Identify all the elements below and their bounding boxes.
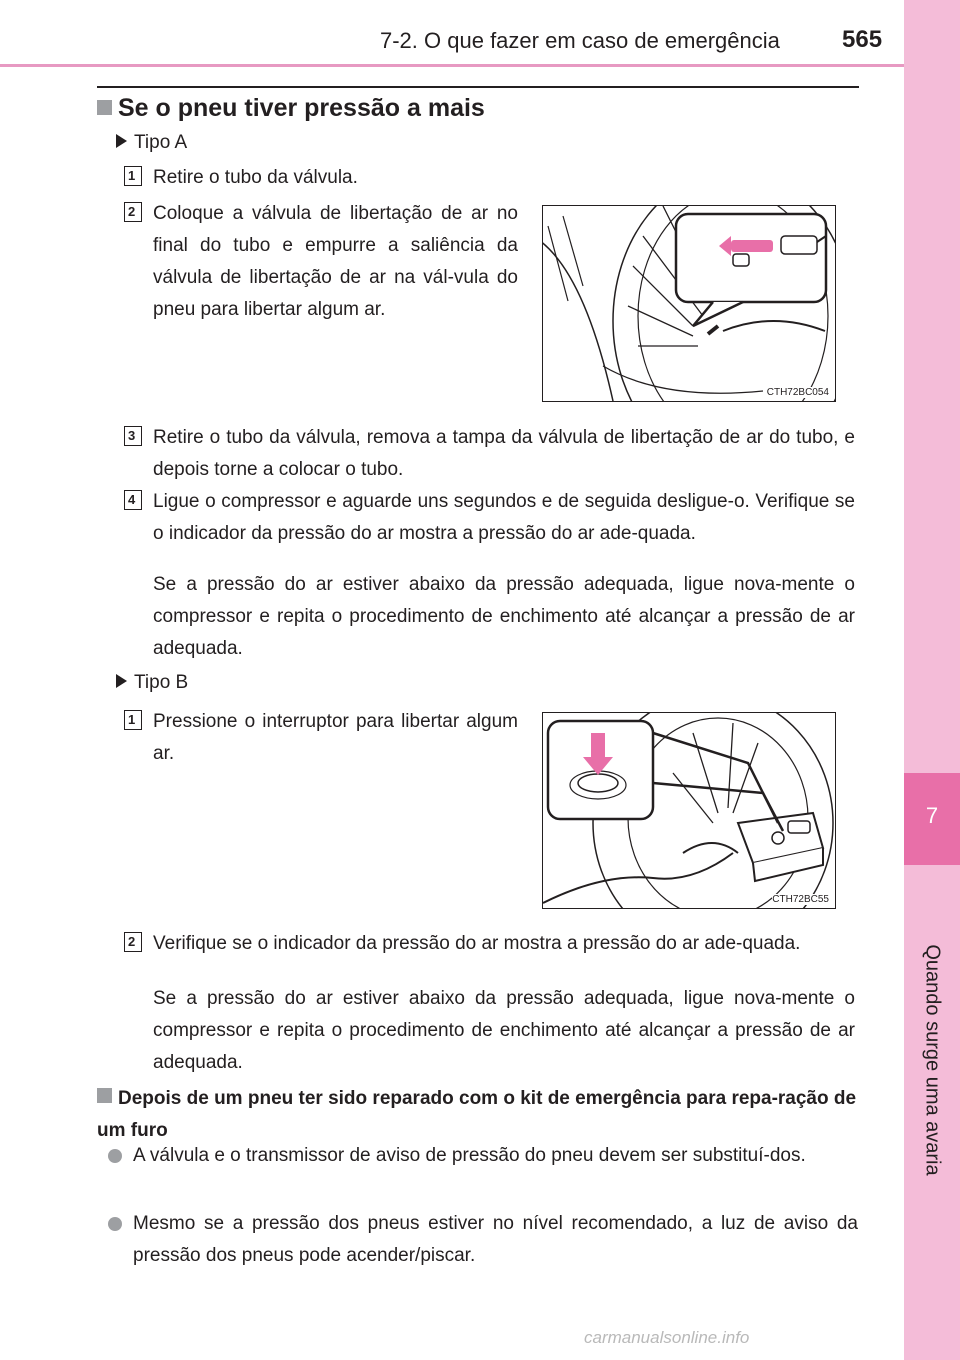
step-text-b2-extra: Se a pressão do ar estiver abaixo da pressão adequada, ligue nova-mente o compressor e repita o procedimento de enchimento até alcançar a pressão de ar adequada. (153, 988, 855, 1073)
step-text-b2: Verifique se o indicador da pressão do ar mostra a pressão do ar ade-quada. (153, 933, 801, 954)
step-text-a2: Coloque a válvula de libertação de ar no final do tubo e empurre a saliência da válvula de libertação de ar na vál-vula do pneu para libertar algum ar. (153, 203, 518, 320)
section-heading (97, 94, 485, 123)
note-heading: Depois de um pneu ter sido reparado com o kit de emergência para repa-ração de um furo (97, 1088, 857, 1141)
step-number-b1: 1 (124, 710, 142, 730)
step-number-a1: 1 (124, 166, 142, 186)
step-text-a1: Retire o tubo da válvula. (153, 167, 358, 188)
figure-code-a: CTH72BC054 (766, 387, 829, 398)
chapter-number: 7 (925, 803, 939, 828)
section-heading-text: Se o pneu tiver pressão a mais (118, 94, 485, 122)
section-divider (97, 86, 859, 88)
compressor-illustration (543, 713, 835, 908)
type-a-label: Tipo A (116, 132, 187, 154)
step-text-b1: Pressione o interruptor para libertar algum ar. (153, 711, 518, 764)
step-number-a4: 4 (124, 490, 142, 510)
chapter-label: Quando surge uma avaria (921, 944, 944, 1176)
tire-valve-illustration (543, 206, 835, 401)
circle-bullet-icon (108, 1149, 122, 1163)
figure-code-b: CTH72BC55 (772, 894, 829, 905)
step-number-a3: 3 (124, 426, 142, 446)
step-text-a4: Ligue o compressor e aguarde uns segundos e de seguida desligue-o. Verifique se o indicador da pressão do ar mostra a pressão do ar ade-quada. (153, 491, 855, 544)
step-number-a2: 2 (124, 202, 142, 222)
note-bullet-2: Mesmo se a pressão dos pneus estiver no nível recomendado, a luz de aviso da pressão dos pneus pode acender/piscar. (106, 1208, 858, 1272)
page-number: 565 (842, 26, 883, 53)
header-divider (0, 64, 904, 67)
step-text-a4-extra: Se a pressão do ar estiver abaixo da pressão adequada, ligue nova-mente o compressor e repita o procedimento de enchimento até alcançar a pressão de ar adequada. (153, 574, 855, 659)
triangle-bullet-icon (116, 674, 127, 688)
note-bullet-1: A válvula e o transmissor de aviso de pressão do pneu devem ser substituí-dos. (106, 1140, 858, 1172)
square-bullet-icon (97, 100, 112, 115)
step-number-b2: 2 (124, 932, 142, 952)
triangle-bullet-icon (116, 134, 127, 148)
header-section-title: 7-2. O que fazer em caso de emergência (380, 28, 780, 53)
watermark: carmanualsonline.info (584, 1328, 750, 1347)
type-b-label: Tipo B (116, 672, 188, 694)
step-text-a3: Retire o tubo da válvula, remova a tampa da válvula de libertação de ar do tubo, e depois torne a colocar o tubo. (153, 427, 855, 480)
circle-bullet-icon (108, 1217, 122, 1231)
figure-type-a (542, 205, 836, 402)
figure-type-b (542, 712, 836, 909)
square-bullet-icon (97, 1088, 112, 1103)
